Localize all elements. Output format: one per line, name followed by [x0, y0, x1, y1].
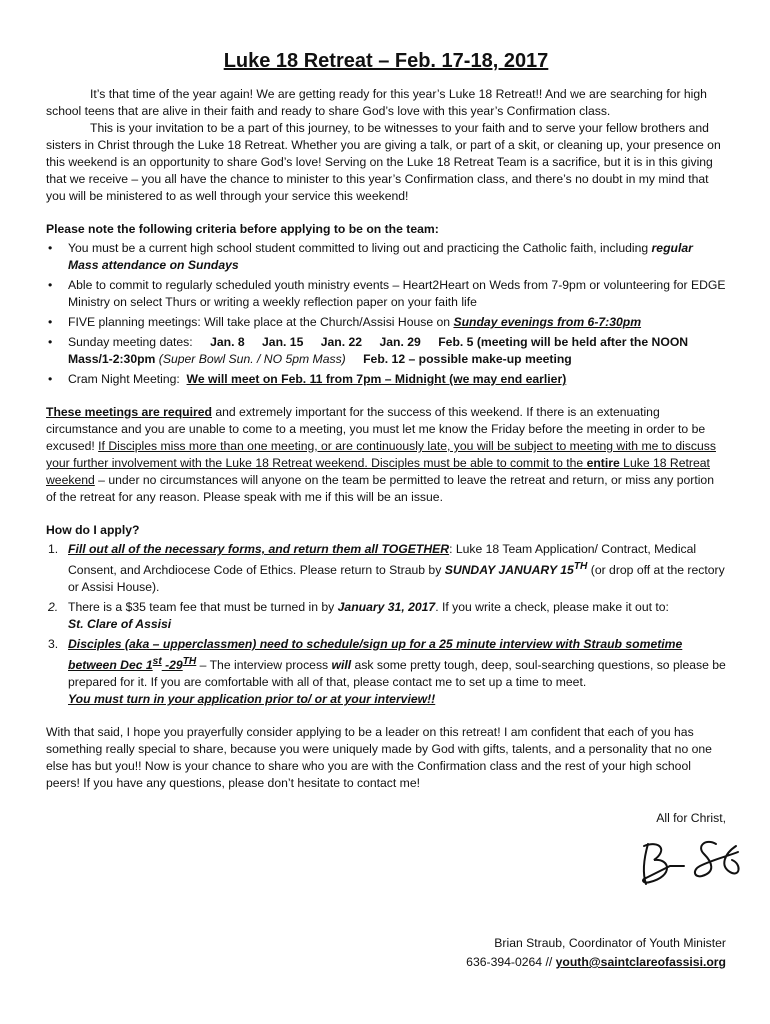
meeting-date-note: (meeting will be held after the NOON Mass/1-2:30pm	[68, 335, 689, 366]
meeting-date: Jan. 8	[210, 335, 245, 349]
superscript: TH	[182, 656, 197, 668]
fee-deadline: January 31, 2017	[337, 600, 436, 615]
intro-paragraph-1: It’s that time of the year again! We are getting ready for this year’s Luke 18 Retreat!! And we are searching for high school teens that are alive in their faith and ready to share God’s love with this year’s Confirmation class.	[46, 87, 707, 118]
email-link[interactable]: youth@saintclareofassisi.org	[555, 955, 726, 969]
step-number: 1.	[48, 542, 59, 556]
meetings-text: – under no circumstances will anyone on the team be permitted to leave the retreat and return, or miss any portion of the retreat for any reason. Please speak with me if this will be an issue.	[46, 473, 714, 504]
step-emphasis: Fill out all of the necessary forms, and return them all TOGETHER	[68, 542, 450, 556]
criteria-item	[46, 314, 726, 331]
meetings-text: and extremely important for the success of this weekend. If there is an extenuating circumstance and you are unable to come to a meeting, you must let me know the Friday before the meeting in order to be excused!	[46, 405, 706, 453]
meetings-required: These meetings are required	[46, 405, 212, 419]
document-page	[46, 48, 726, 827]
meetings-warning: If Disciples miss more than one meeting, or are continuously late, you will be subject to meeting with me to discuss your further involvement with the Luke 18 Retreat weekend. Disciples must be able to commit to the	[46, 439, 716, 470]
meetings-entire: entire	[586, 456, 620, 470]
superscript: st	[152, 656, 162, 668]
criteria-text: FIVE planning meetings: Will take place at the Church/Assisi House on	[68, 315, 451, 329]
apply-step	[46, 541, 726, 596]
sign-off: All for Christ,	[656, 811, 726, 826]
step-text: : Luke 18 Team Application/ Contract, Medical Consent, and Archdiocese Code of Ethics. Please return to Straub by	[68, 542, 697, 578]
step-emphasis: Disciples (aka – upperclassmen) need to schedule/sign up for a 25 minute interview with Straub sometime between Dec 1	[68, 637, 683, 673]
meeting-date: Jan. 15	[262, 335, 304, 349]
criteria-heading: Please note the following criteria before applying to be on the team:	[46, 222, 439, 236]
step-text: . If you write a check, please make it out to:	[435, 600, 669, 615]
step-text: ask some pretty tough, deep, soul-searching questions, so please be prepared for it. If you are comfortable with all of that, please contact me to set up a time to meet.	[68, 658, 726, 690]
signature	[620, 832, 760, 897]
super-bowl-note: (Super Bowl Sun. / NO 5pm Mass)	[158, 352, 346, 366]
step-emphasis: -29	[161, 658, 183, 673]
signature-icon	[620, 832, 760, 892]
step-text: There is a $35 team fee that must be turned in by	[68, 600, 338, 615]
criteria-list	[46, 240, 726, 388]
criteria-item	[46, 277, 726, 311]
apply-heading: How do I apply?	[46, 523, 140, 537]
criteria-text: You must be a current high school student committed to living out and practicing the Catholic faith, including	[68, 241, 649, 255]
step-text: – The interview process	[196, 658, 332, 673]
superscript: TH	[573, 561, 588, 572]
step-text: (or drop off at the rectory or Assisi House).	[68, 563, 725, 595]
makeup-meeting: Feb. 12 – possible make-up meeting	[363, 352, 572, 366]
check-payee: St. Clare of Assisi	[68, 617, 172, 632]
cram-night-details: We will meet on Feb. 11 from 7pm – Midnight (we may end earlier)	[186, 372, 567, 386]
page-title: Luke 18 Retreat – Feb. 17-18, 2017	[223, 50, 549, 72]
meeting-date: Feb. 5	[438, 335, 474, 349]
will-emphasis: will	[331, 658, 352, 673]
meetings-warning: Luke 18 Retreat weekend	[46, 456, 710, 487]
step-number: 3.	[48, 637, 59, 652]
contact-footer	[466, 934, 726, 972]
meeting-dates-label: Sunday meeting dates:	[68, 335, 193, 349]
coordinator-name: Brian Straub, Coordinator of Youth Minister	[494, 936, 726, 950]
apply-step	[46, 636, 726, 708]
meeting-date: Jan. 29	[379, 335, 421, 349]
intro-paragraph-2: This is your invitation to be a part of this journey, to be witnesses to your faith and to serve your fellow brothers and sisters in Christ through the Luke 18 Retreat. Whether you are giving a talk, or part of a skit, or cleaning up, your presence on this weekend is an opportunity to share God’s love! Serving on the Luke 18 Retreat Team is a sacrifice, but it is in this giving that we receive – you all have the chance to minister to this year’s Confirmation class, and there’s no doubt in my mind that you will be ministered to as well through your service this weekend!	[46, 121, 721, 203]
criteria-item	[46, 240, 726, 274]
criteria-emphasis: regular Mass attendance on Sundays	[68, 241, 693, 272]
criteria-text: Able to commit to regularly scheduled youth ministry events – Heart2Heart on Weds from 7-9pm or volunteering for EDGE Ministry on select Thurs or writing a weekly reflection paper on your faith life	[68, 278, 726, 309]
cram-night-label: Cram Night Meeting:	[68, 372, 180, 386]
apply-step	[46, 599, 726, 633]
contact-line	[466, 953, 726, 972]
criteria-item	[46, 334, 726, 368]
phone-number: 636-394-0264 //	[466, 955, 556, 969]
step-number: 2.	[48, 600, 59, 615]
meeting-date: Jan. 22	[320, 335, 363, 349]
closing-paragraph: With that said, I hope you prayerfully consider applying to be a leader on this retreat! I am confident that each of you has something really special to share, because you were uniquely made by God with gifts, talents, and a personality that no one else has but you!! Now is your chance to share who you are with the Confirmation class and the rest of your high school peers! If you have any questions, please don’t hesitate to contact me!	[46, 725, 712, 791]
deadline-date: SUNDAY JANUARY 15	[444, 563, 574, 578]
final-instruction: You must turn in your application prior to/ or at your interview!!	[68, 692, 436, 707]
criteria-emphasis: Sunday evenings from 6-7:30pm	[453, 315, 642, 329]
meetings-paragraph	[46, 404, 726, 506]
criteria-item	[46, 371, 726, 388]
apply-steps	[46, 541, 726, 708]
